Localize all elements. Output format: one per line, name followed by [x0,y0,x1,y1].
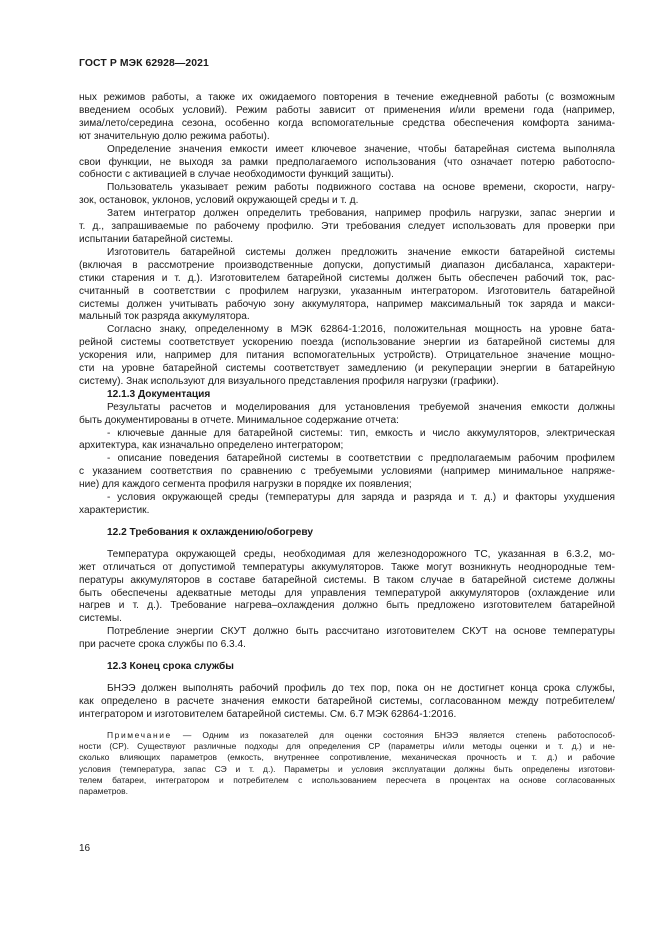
text-line: - условия окружающей среды (температуры для заряда и разряда и т. д.) и факторы ухудшения [107,492,615,504]
list-item [79,428,615,454]
text-line: считанный в соответствии с профилем нагрузки, указанным интегратором. Изготовитель батарейной [79,285,615,297]
paragraph-documentation [79,402,615,428]
text-line: мальный ток разряда аккумулятора. [79,311,250,323]
paragraph-manufacturer [79,247,615,324]
text-line: испытании батарейной системы. [79,233,234,245]
text-line: ускорения или, например для питания вспомогательных устройств). Отрицательное значение мощно- [79,350,615,362]
paragraph-sign-convention [79,324,615,389]
text-line: параметров. [79,786,128,797]
section-heading-12-1-3: 12.1.3 Документация [107,388,211,400]
text-line: собности с активацией в случае необходимости функций защиты). [79,169,394,181]
text-line: систему). Знак используют для визуального представления профиля нагрузки (графики). [79,375,499,387]
list-item [79,492,615,518]
text-line: архитектура, как изначально определено интегратором; [79,440,344,452]
text-line: рейной системы соответствует ускорению поезда (использование энергии из батарейной системы для [79,337,615,349]
list-item [79,453,615,492]
document-header: ГОСТ Р МЭК 62928—2021 [79,58,209,69]
note-text: — Одним из показателей для оценки состояния БНЭЭ является степень работоспособ- [171,729,615,740]
text-line: как определено в расчете значения емкости батарейной системы, согласованном между потребителем/ [79,695,615,707]
text-line: Потребление энергии СКУТ должно быть рассчитано изготовителем СКУТ на основе температуры [107,626,615,638]
text-line: зима/лето/середина сезона, особенно когда вспомогательные средства обеспечения комфорта занима- [79,117,615,129]
text-line: с указанием соответствия по сравнению с требуемыми условиями (например минимальное напряже- [79,466,615,478]
note-first-line [79,730,615,741]
text-line: жет отличаться от допустимой температуры аккумуляторов. Также могут возникнуть неоднородные тем- [79,561,615,573]
text-line: Согласно знаку, определенному в МЭК 62864-1:2016, положительная мощность на уровне бата- [107,324,615,336]
text-line: зок, остановок, уклонов, условий окружающей среды и т. д. [79,195,359,207]
text-line: Изготовитель батарейной системы должен предложить значение емкости батарейной системы [107,246,615,258]
paragraph-intro [79,92,615,144]
text-line: Затем интегратор должен определить требования, например профиль нагрузки, запас энергии и [107,208,615,220]
text-line: Результаты расчетов и моделирования для установления требуемой значения емкости должны [107,401,615,413]
paragraph-integrator [79,208,615,247]
text-line: Температура окружающей среды, необходимая для железнодорожного ТС, указанная в 6.3.2, мо- [107,548,615,560]
text-line: телем батареи, интегратором и потребителем с использованием пересчета в процентах на основе согласованных [79,774,615,785]
note-block [79,730,615,798]
text-line: ных режимов работы, а также их ожидаемого повторения в течение ежедневной работы (с возможным [79,92,615,103]
text-line: Определение значения емкости имеет ключевое значение, чтобы батарейная система выполняла [107,143,615,155]
text-line: БНЭЭ должен выполнять рабочий профиль до тех пор, пока он не достигнет конца срока службы, [107,682,615,694]
text-line: системы должен учитывать рабочую зону аккумулятора, например максимальный ток заряда и макси- [79,298,615,310]
text-line: интегратором и изготовителем батарейной системы. См. 6.7 МЭК 62864-1:2016. [79,708,457,720]
paragraph-energy [79,626,615,652]
section-heading-12-3: 12.3 Конец срока службы [107,661,234,673]
text-line: характеристик. [79,505,150,516]
text-line: т. д., запрашиваемые по рабочему профилю. Эти требования следует использовать для проверки при [79,221,615,233]
paragraph-capacity [79,144,615,183]
text-line: свои функции, не выходя за рамки предполагаемого использования (что означает потерю работоспо- [79,156,615,168]
page-number: 16 [79,843,91,854]
text-line: (включая в рассмотрение производственные допуски, допустимый диапазон дисбаланса, характери- [79,259,615,271]
text-line: ние) для каждого сегмента профиля нагрузки в порядке их появления; [79,479,412,491]
text-line: Пользователь указывает режим работы подвижного состава на основе времени, скорости, нагру- [107,182,615,194]
text-line: системы. [79,613,122,625]
text-line: сколько влияющих параметров (емкость, внутреннее сопротивление, механическая прочность и т. д.) и рабочие [79,752,615,763]
paragraph-temperature [79,549,615,626]
text-line: ют значительную долю режима работы). [79,130,270,142]
text-line: пературы аккумуляторов в составе батарейной системы. В таком случае в батарейной системе должны [79,574,615,586]
paragraph-end-of-life [79,683,615,722]
text-line: нагрев и т. д.). Требование нагрева–охлаждения должно быть предложено изготовителем батарейной [79,600,615,612]
text-line: быть обеспечены адекватные методы для управления температурой аккумуляторов (охлаждение или [79,587,615,599]
note-label: Примечание [107,729,172,740]
text-line: быть документированы в отчете. Минимальное содержание отчета: [79,414,399,426]
text-line: стики старения и т. д.). Изготовителем батарейной системы должен быть обеспечен рабочий ток, рас- [79,272,615,284]
text-line: - описание поведения батарейной системы в соответствии с предполагаемым рабочим профилем [107,453,615,465]
document-body [79,92,615,797]
text-line: при расчете срока службы по 6.3.4. [79,639,246,651]
text-line: введением особых условий). Режим работы зависит от применения и/или времени года (например, [79,104,615,116]
paragraph-user [79,182,615,208]
text-line: ности (СР). Существуют различные подходы для определения СР (параметры и/или методы оценки и т. д.) и не- [79,740,615,751]
text-line: - ключевые данные для батарейной системы: тип, емкость и число аккумуляторов, электрическая [107,427,615,439]
section-heading-12-2: 12.2 Требования к охлаждению/обогреву [107,526,314,538]
text-line: условия (температура, запас СЭ и т. д.). Параметры и условия эксплуатации должны быть определены изготови- [79,763,615,774]
text-line: сти на уровне батарейной системы соответствует замедлению (и рекуперации энергии в батарейную [79,363,615,375]
